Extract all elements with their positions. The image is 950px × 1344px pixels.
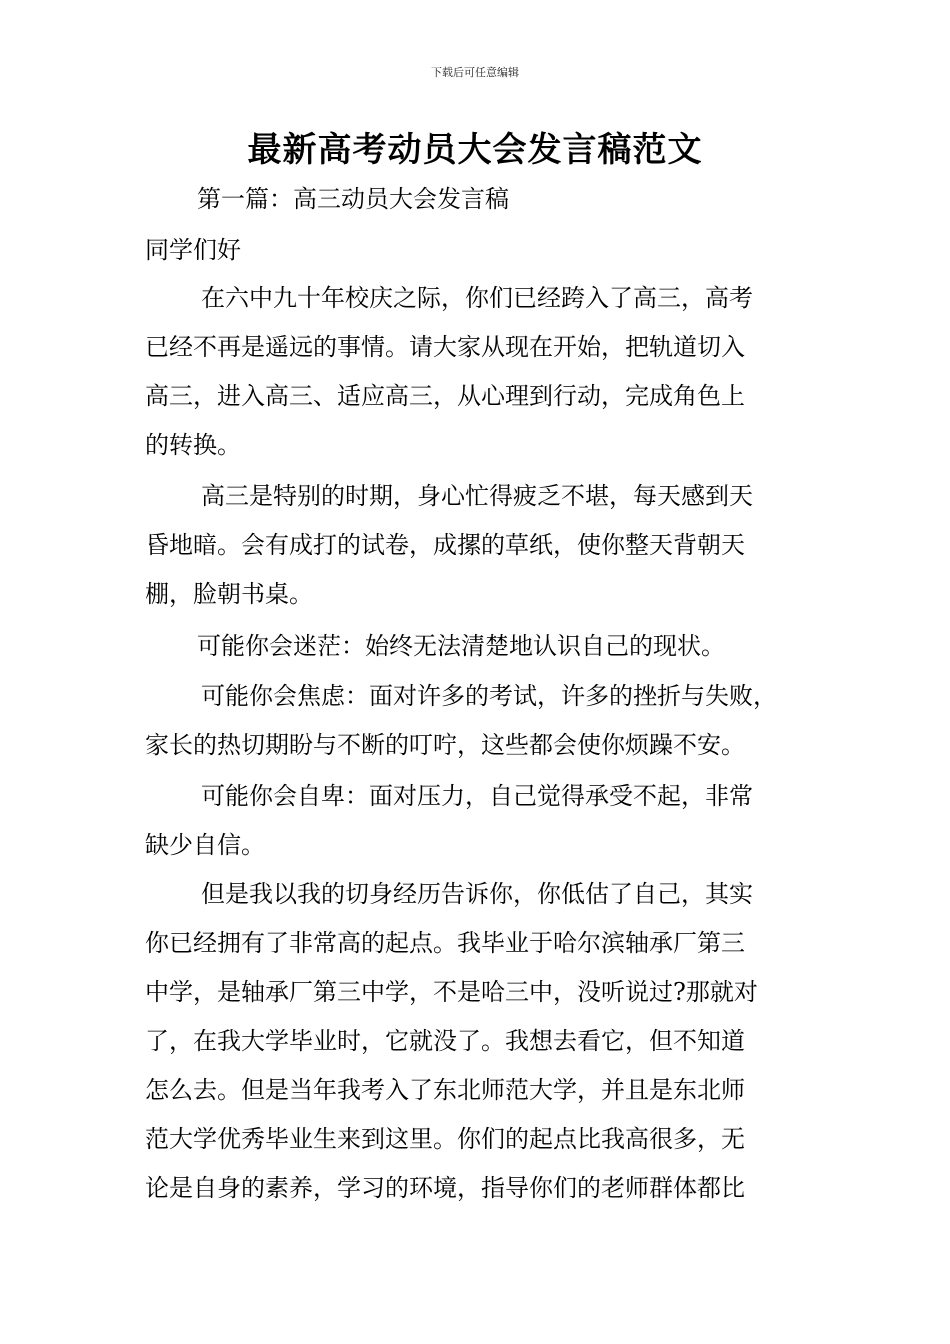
greeting: 同学们好 bbox=[145, 236, 241, 264]
paragraph-line: 怎么去。但是当年我考入了东北师范大学，并且是东北师 bbox=[145, 1076, 745, 1104]
paragraph-line: 高三，进入高三、适应高三，从心理到行动，完成角色上 bbox=[145, 382, 745, 410]
paragraph-line: 家长的热切期盼与不断的叮咛，这些都会使你烦躁不安。 bbox=[145, 731, 745, 759]
paragraph-line: 棚，脸朝书桌。 bbox=[145, 580, 313, 608]
paragraph-line: 昏地暗。会有成打的试卷，成摞的草纸，使你整天背朝天 bbox=[145, 531, 745, 559]
section-heading: 第一篇：高三动员大会发言稿 bbox=[197, 185, 509, 213]
paragraph-line: 论是自身的素养，学习的环境，指导你们的老师群体都比 bbox=[145, 1174, 745, 1202]
paragraph-line: 已经不再是遥远的事情。请大家从现在开始，把轨道切入 bbox=[145, 333, 745, 361]
paragraph-line: 但是我以我的切身经历告诉你，你低估了自己，其实 bbox=[201, 880, 753, 908]
paragraph-line: 范大学优秀毕业生来到这里。你们的起点比我高很多，无 bbox=[145, 1125, 745, 1153]
paragraph-3 bbox=[145, 622, 825, 671]
paragraph-line: 缺少自信。 bbox=[145, 831, 265, 859]
paragraph-line: 了，在我大学毕业时，它就没了。我想去看它，但不知道 bbox=[145, 1027, 745, 1055]
paragraph-line: 的转换。 bbox=[145, 431, 241, 459]
paragraph-line: 可能你会迷茫：始终无法清楚地认识自己的现状。 bbox=[197, 632, 725, 660]
paragraph-5 bbox=[145, 772, 825, 870]
document-title: 最新高考动员大会发言稿范文 bbox=[247, 130, 703, 170]
paragraph-6 bbox=[145, 870, 825, 1213]
paragraph-2 bbox=[145, 472, 825, 619]
paragraph-line: 可能你会自卑：面对压力，自己觉得承受不起，非常 bbox=[201, 782, 753, 810]
page-header-note: 下载后可任意编辑 bbox=[431, 66, 519, 79]
paragraph-1 bbox=[145, 274, 825, 470]
paragraph-line: 中学，是轴承厂第三中学，不是哈三中，没听说过?那就对 bbox=[145, 978, 758, 1006]
paragraph-line: 高三是特别的时期，身心忙得疲乏不堪，每天感到天 bbox=[201, 482, 753, 510]
paragraph-line: 可能你会焦虑：面对许多的考试，许多的挫折与失败， bbox=[201, 682, 777, 710]
paragraph-line: 在六中九十年校庆之际，你们已经跨入了高三，高考 bbox=[201, 284, 753, 312]
paragraph-line: 你已经拥有了非常高的起点。我毕业于哈尔滨轴承厂第三 bbox=[145, 929, 745, 957]
paragraph-4 bbox=[145, 672, 825, 770]
